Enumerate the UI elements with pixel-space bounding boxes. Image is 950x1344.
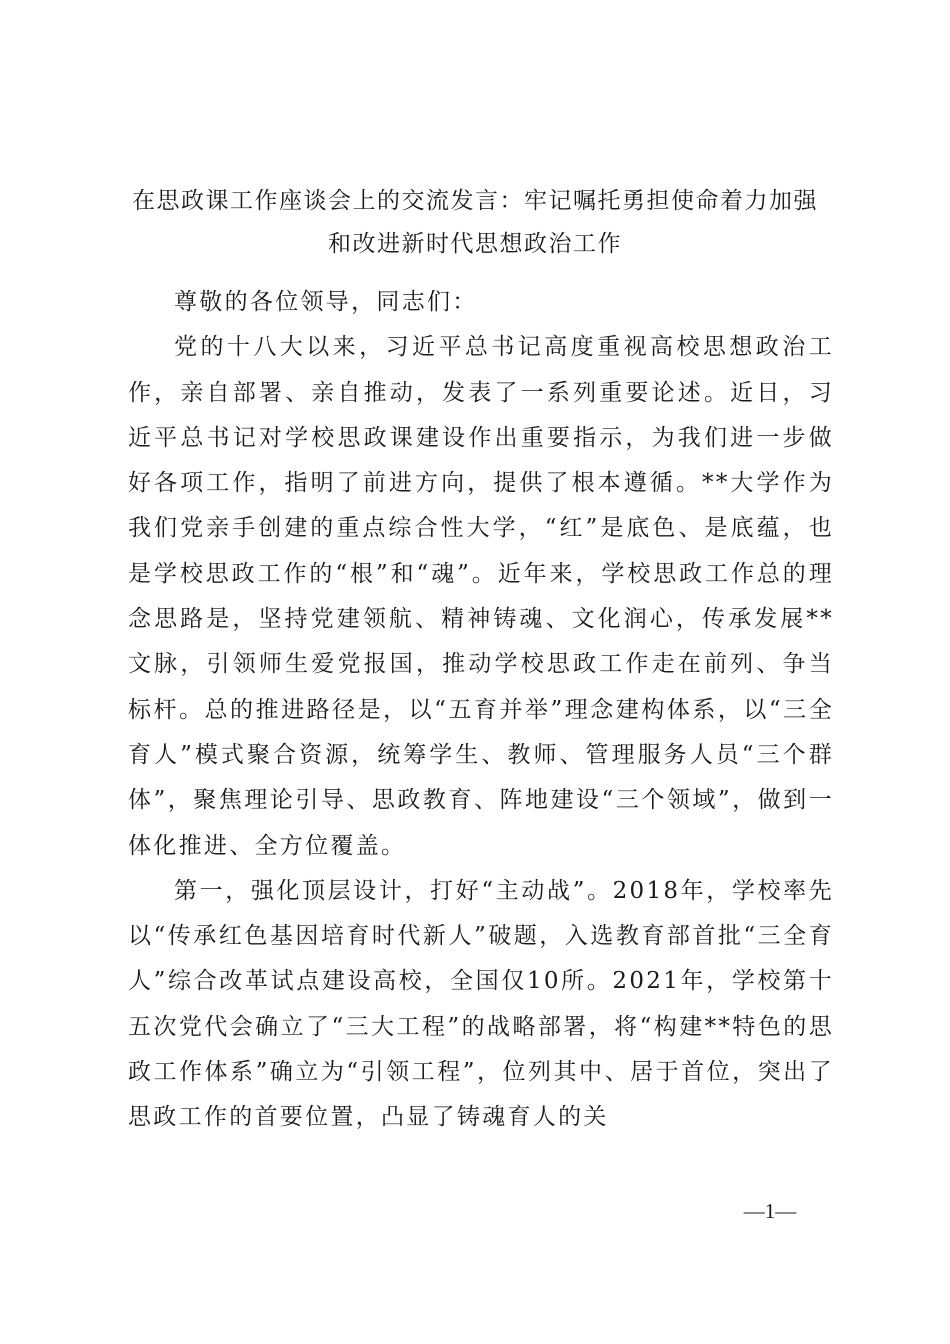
- document-title: 在思政课工作座谈会上的交流发言：牢记嘱托勇担使命着力加强和改进新时代思想政治工作: [132, 188, 818, 257]
- paragraph-2: 第一，强化顶层设计，打好“主动战”。2018年，学校率先以“传承红色基因培育时代新人”破题，入选教育部首批“三全育人”综合改革试点建设高校，全国仅10所。2021年，学校第十五次党代会确立了“三大工程”的战略部署，将“构建**特色的思政工作体系”确立为“引领工程”，位列其中、居于首位，突出了思政工作的首要位置，凸显了铸魂育人的关: [128, 877, 834, 1131]
- salutation: 尊敬的各位领导，同志们：: [174, 289, 478, 315]
- document-body: [128, 280, 834, 1141]
- page-number: —1—: [743, 1199, 797, 1223]
- paragraph-1: 党的十八大以来，习近平总书记高度重视高校思想政治工作，亲自部署、亲自推动，发表了一系列重要论述。近日，习近平总书记对学校思政课建设作出重要指示，为我们进一步做好各项工作，指明了前进方向，提供了根本遵循。**大学作为我们党亲手创建的重点综合性大学，“红”是底色、是底蕴，也是学校思政工作的“根”和“魂”。近年来，学校思政工作总的理念思路是，坚持党建领航、精神铸魂、文化润心，传承发展**文脉，引领师生爱党报国，推动学校思政工作走在前列、争当标杆。总的推进路径是，以“五育并举”理念建构体系，以“三全育人”模式聚合资源，统筹学生、教师、管理服务人员“三个群体”，聚焦理论引导、思政教育、阵地建设“三个领域”，做到一体化推进、全方位覆盖。: [128, 334, 834, 859]
